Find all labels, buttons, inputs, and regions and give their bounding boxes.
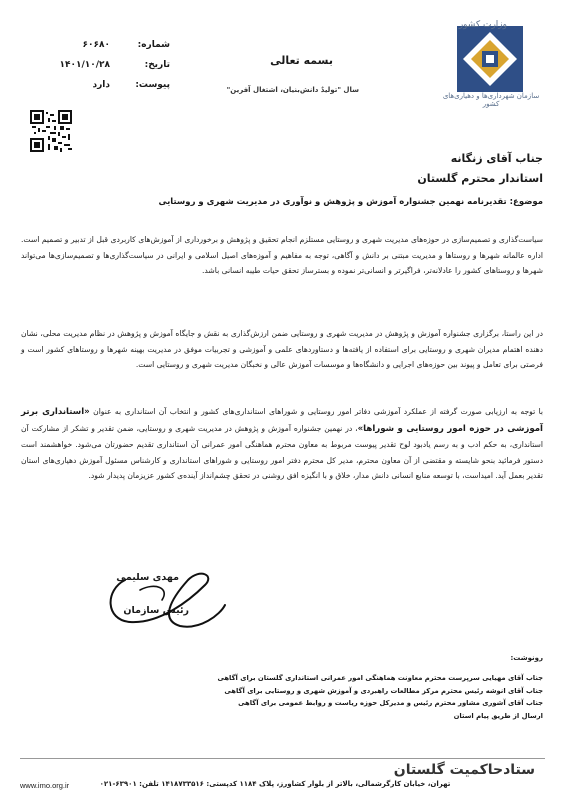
ministry-label: وزارت کشور: [458, 20, 507, 30]
paragraph-3: [21, 404, 543, 484]
attachment-label: پیوست:: [135, 80, 170, 90]
paragraph-2: در این راستا، برگزاری جشنواره آموزش و پژوهش در مدیریت شهری و روستایی ضمن ارزش‌گذاری به نقش و جایگاه آموزش و پژوهش در نظام مدیریت محلی، نشان دهنده اهتمام مدیران شهری و روستایی برای استفاده از یافته‌ها و دستاوردهای علمی و آموزشی و تجربیات موفق در مدیریت بهینه شهرها و روستاهای کشور است و فرصتی برای تعامل و پیوند بین حوزه‌های اجرایی و دانشگاه‌ها و موسسات آموزش عالی و نخبگان مدیریت شهری و روستایی است.: [21, 329, 543, 369]
cc-item: جناب آقای آشوری مشاور محترم رئیس و مدیرکل حوزه ریاست و روابط عمومی برای آگاهی: [238, 699, 543, 708]
handwritten-signature: [100, 560, 230, 635]
attachment-value: دارد: [92, 80, 110, 90]
cc-item: جناب آقای انوشه رئیس محترم مرکز مطالعات راهبردی و آموزش شهری و روستایی برای آگاهی: [224, 686, 543, 695]
footer-address: تهران، خیابان کارگرشمالی، بالاتر از بلوار کشاورز، پلاک ۱۱۸۴ کدپستی: ۱۴۱۸۷۳۳۵۱۶ تلفن: ۶۳۹۰۱-۰۲۱: [99, 780, 451, 788]
recipient-title: استاندار محترم گلستان: [417, 172, 543, 185]
footer-brand-watermark: ستادحاکمیت گلستان: [393, 762, 535, 778]
paragraph-1: سیاست‌گذاری و تصمیم‌سازی در حوزه‌های مدیریت شهری و روستایی مستلزم انجام تحقیق و پژوهش و برخورداری از آموزش‌های کاربردی قبل از تدبیر و تصمیم است. اداره عالمانه شهرها و روستاها و مدیریت مبتنی بر دانش و آگاهی، توجه به مفاهیم و آموزه‌های اصیل اسلامی و ایرانی در سیاست‌گذاری‌ها و تصمیم‌سازی‌ها می‌تواند شهرها و روستاهای کشور را عادلانه‌تر، فراگیرتر و انسانی‌تر نموده و بسترساز تحقق حیات طیبه انسانی باشد.: [21, 235, 543, 275]
footer-website: www.imo.org.ir: [20, 781, 70, 790]
cc-item: جناب آقای مهیایی سرپرست محترم معاونت هماهنگی امور عمرانی استانداری گلستان برای آگاهی: [217, 674, 543, 682]
cc-list: [217, 672, 543, 722]
organization-name: سازمان شهرداری‌ها و دهیاری‌های کشور: [442, 92, 540, 109]
letter-meta: [20, 40, 170, 100]
signatory-title: رئیس سازمان: [123, 605, 189, 616]
paragraph-3-part-b: ، در نهمین جشنواره آموزش و پژوهش در مدیریت شهری و روستایی، ضمن تقدیر و تشکر از مشارکت آن استانداری، به حکم ادب و به رسم یادبود لوح تقدیر پیوست مربوط به معاون محترم هماهنگی امور عمرانی آن استانداری تقدیم حضورتان می‌شود. خواهشمند است دستور فرمائید بنحو شایسته و مقتضی از آن معاون محترم، مدیر کل محترم دفتر امور روستایی و شوراهای استانداری و کارشناس مسئول آموزش دهیاری‌های استان تقدیر بعمل آید. امیداست، با توسعه منابع انسانی دانش مدار، خلاق و با انگیزه افق روشنی در تحقق چشم‌انداز آینده‌ی کشور عزیزمان پدیدار شود.: [21, 423, 543, 480]
organization-logo: [435, 18, 545, 138]
cc-label: رونوشت:: [510, 654, 543, 662]
paragraph-3-highlight: «استانداری برتر آموزشی در حوزه امور روستایی و شوراها»: [21, 407, 544, 434]
footer-divider: [20, 758, 545, 759]
paragraph-3-part-a: با توجه به ارزیابی صورت گرفته از عملکرد آموزشی دفاتر امور روستایی و شوراهای استانداری‌های کشور و انتخاب آن استانداری به عنوان: [89, 407, 544, 416]
year-slogan: سال "تولیدٌ دانش‌بنیان، اشتغال آفرین": [226, 86, 359, 94]
number-value: ۶۰۶۸۰: [82, 40, 110, 50]
cc-item: ارسال از طریق پیام استان: [453, 711, 543, 720]
date-value: ۱۴۰۱/۱۰/۲۸: [59, 60, 110, 70]
signatory-name: مهدی سلیمی: [116, 572, 179, 583]
subject-line: [23, 197, 543, 207]
basmala-heading: بسمه تعالی: [270, 54, 333, 67]
date-label: تاریخ:: [144, 60, 170, 70]
subject-label: موضوع:: [509, 197, 543, 207]
emblem-icon: [455, 24, 525, 94]
recipient-name: جناب آقای زنگانه: [450, 152, 543, 165]
number-label: شماره:: [137, 40, 170, 50]
subject-text: تقدیرنامه نهمین جشنواره آموزش و پژوهش و نوآوری در مدیریت شهری و روستایی: [158, 197, 510, 207]
qr-code: [30, 110, 72, 152]
